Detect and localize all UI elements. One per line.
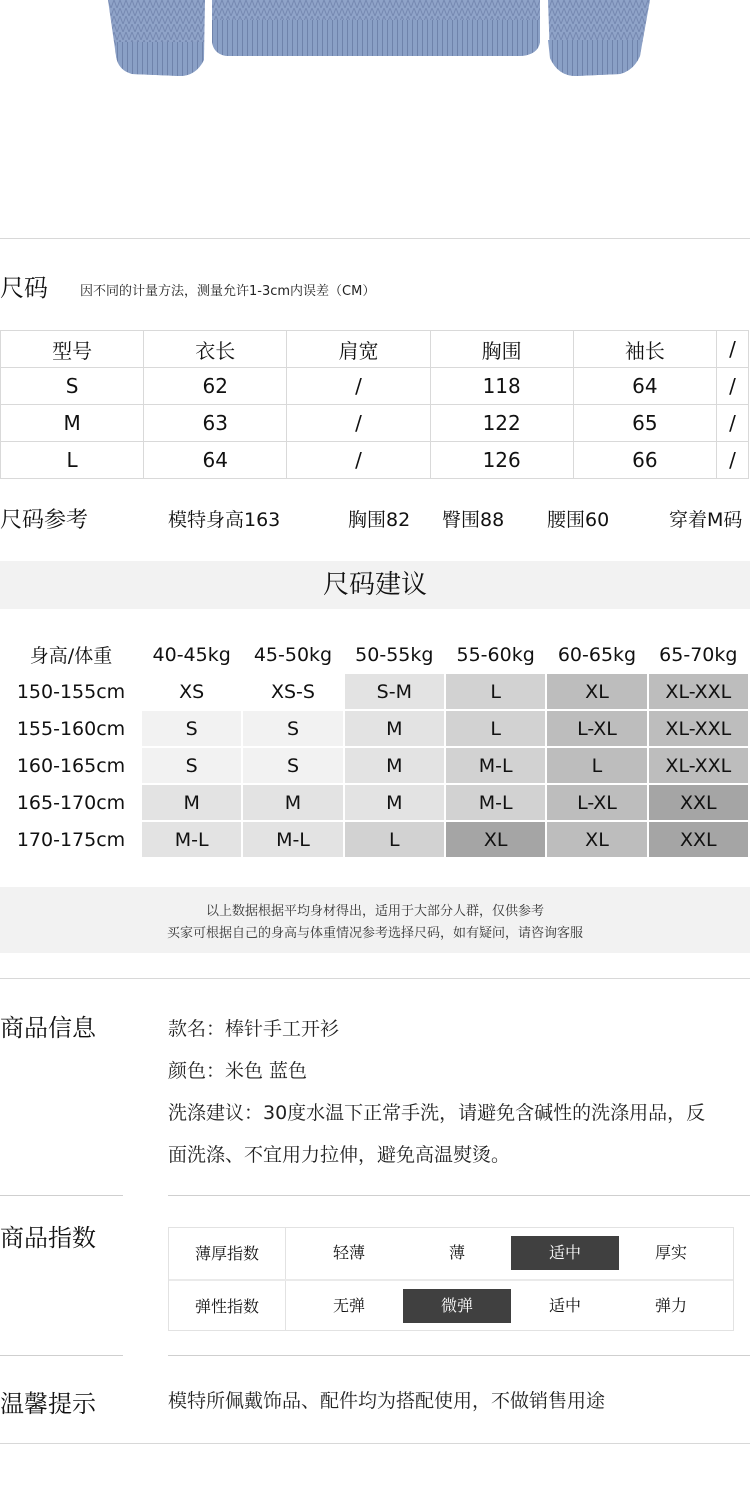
size-title: 尺码: [0, 274, 48, 302]
grid-cell: M: [345, 748, 444, 783]
table-cell: /: [717, 405, 749, 442]
grid-cell: L: [446, 711, 545, 746]
model-height: 模特身高163: [168, 509, 281, 531]
grid-row: [2, 785, 748, 820]
grid-cell: S: [142, 748, 241, 783]
table-row: [1, 442, 749, 479]
grid-row: [2, 748, 748, 783]
table-cell: S: [1, 368, 144, 405]
grid-row: [2, 711, 748, 746]
divider: [0, 1443, 750, 1444]
wash-advice-line: 洗涤建议：30度水温下正常手洗，请避免含碱性的洗涤用品，反: [168, 1102, 706, 1124]
table-cell: 64: [573, 368, 716, 405]
grid-cell: XL: [547, 822, 646, 857]
table-cell: 64: [144, 442, 287, 479]
divider: [0, 978, 750, 979]
index-option: 弹力: [654, 1296, 687, 1315]
grid-cell: M: [243, 785, 342, 820]
elasticity-index-row: [169, 1279, 733, 1330]
size-table: [0, 330, 749, 479]
grid-cell: XXL: [649, 822, 748, 857]
grid-cell: L-XL: [547, 785, 646, 820]
index-option: 薄: [448, 1243, 465, 1262]
size-reference-title: 尺码参考: [0, 508, 89, 533]
grid-cell: XL: [547, 674, 646, 709]
header-cell: /: [717, 331, 749, 368]
grid-cell: XL: [446, 822, 545, 857]
grid-row-label: 150-155cm: [2, 674, 140, 709]
grid-cell: S-M: [345, 674, 444, 709]
size-suggestion-table: [0, 635, 750, 859]
index-option: 厚实: [654, 1243, 687, 1262]
grid-row: [2, 822, 748, 857]
product-color: 颜色：米色 蓝色: [168, 1060, 308, 1082]
model-waist: 腰围60: [547, 509, 610, 531]
table-cell: /: [717, 368, 749, 405]
grid-row-label: 170-175cm: [2, 822, 140, 857]
grid-cell: XL-XXL: [649, 711, 748, 746]
grid-header-cell: 65-70kg: [649, 637, 748, 672]
note-line: 买家可根据自己的身高与体重情况参考选择尺码，如有疑问，请咨询客服: [166, 926, 583, 941]
tips-title: 温馨提示: [0, 1390, 96, 1418]
index-label: 弹性指数: [169, 1281, 286, 1330]
index-option: 适中: [548, 1296, 581, 1315]
grid-row-label: 155-160cm: [2, 711, 140, 746]
grid-cell: S: [142, 711, 241, 746]
grid-header: [2, 637, 748, 672]
table-cell: 65: [573, 405, 716, 442]
product-index-table: [168, 1227, 734, 1331]
table-cell: /: [717, 442, 749, 479]
table-cell: /: [287, 405, 430, 442]
table-cell: 63: [144, 405, 287, 442]
grid-cell: XXL: [649, 785, 748, 820]
index-option: 无弹: [332, 1296, 365, 1315]
index-option: 轻薄: [332, 1243, 365, 1262]
divider: [0, 238, 750, 239]
note-line: 以上数据根据平均身材得出，适用于大部分人群，仅供参考: [205, 904, 544, 919]
table-cell: L: [1, 442, 144, 479]
grid-header-cell: 55-60kg: [446, 637, 545, 672]
table-cell: 66: [573, 442, 716, 479]
divider: [168, 1355, 750, 1356]
grid-cell: L: [446, 674, 545, 709]
grid-cell: M: [142, 785, 241, 820]
grid-cell: XL-XXL: [649, 674, 748, 709]
header-cell: 胸围: [430, 331, 573, 368]
index-option-selected: 微弹: [403, 1289, 511, 1323]
product-name: 款名：棒针手工开衫: [168, 1018, 340, 1040]
product-index-title: 商品指数: [0, 1224, 96, 1252]
grid-cell: L: [345, 822, 444, 857]
grid-header-cell: 60-65kg: [547, 637, 646, 672]
thickness-index-row: [169, 1228, 733, 1279]
table-row: [1, 368, 749, 405]
header-cell: 衣长: [144, 331, 287, 368]
model-hip: 臀围88: [442, 509, 505, 531]
grid-row-label: 165-170cm: [2, 785, 140, 820]
grid-header-cell: 40-45kg: [142, 637, 241, 672]
model-wears: 穿着M码: [669, 509, 743, 531]
sweater-image: [0, 0, 750, 90]
divider: [0, 1195, 123, 1196]
tips-text: 模特所佩戴饰品、配件均为搭配使用，不做销售用途: [168, 1390, 606, 1412]
grid-cell: M-L: [446, 748, 545, 783]
grid-cell: M-L: [142, 822, 241, 857]
table-cell: 118: [430, 368, 573, 405]
grid-cell: XS-S: [243, 674, 342, 709]
table-cell: /: [287, 368, 430, 405]
model-bust: 胸围82: [348, 509, 411, 531]
divider: [0, 1355, 123, 1356]
product-info-title: 商品信息: [0, 1014, 96, 1042]
size-suggestion-banner: 尺码建议: [0, 561, 750, 609]
grid-cell: S: [243, 748, 342, 783]
grid-cell: M: [345, 711, 444, 746]
table-cell: /: [287, 442, 430, 479]
grid-cell: XS: [142, 674, 241, 709]
grid-header-cell: 45-50kg: [243, 637, 342, 672]
size-reference: [0, 505, 750, 535]
size-table-header: [1, 331, 749, 368]
grid-cell: L-XL: [547, 711, 646, 746]
size-suggestion-note: [0, 887, 750, 953]
header-cell: 袖长: [573, 331, 716, 368]
index-label: 薄厚指数: [169, 1228, 286, 1279]
table-row: [1, 405, 749, 442]
grid-cell: M-L: [446, 785, 545, 820]
grid-cell: S: [243, 711, 342, 746]
table-cell: 62: [144, 368, 287, 405]
index-option-selected: 适中: [511, 1236, 619, 1270]
divider: [168, 1195, 750, 1196]
wash-advice-line: 面洗涤、不宜用力拉伸，避免高温熨烫。: [168, 1144, 511, 1166]
grid-cell: XL-XXL: [649, 748, 748, 783]
header-cell: 型号: [1, 331, 144, 368]
table-cell: 126: [430, 442, 573, 479]
grid-cell: M: [345, 785, 444, 820]
grid-cell: M-L: [243, 822, 342, 857]
size-note: 因不同的计量方法，测量允许1-3cm内误差（CM）: [80, 284, 376, 299]
table-cell: M: [1, 405, 144, 442]
table-cell: 122: [430, 405, 573, 442]
grid-row-label: 160-165cm: [2, 748, 140, 783]
header-cell: 肩宽: [287, 331, 430, 368]
grid-cell: L: [547, 748, 646, 783]
grid-row: [2, 674, 748, 709]
grid-header-cell: 身高/体重: [2, 637, 140, 672]
grid-header-cell: 50-55kg: [345, 637, 444, 672]
